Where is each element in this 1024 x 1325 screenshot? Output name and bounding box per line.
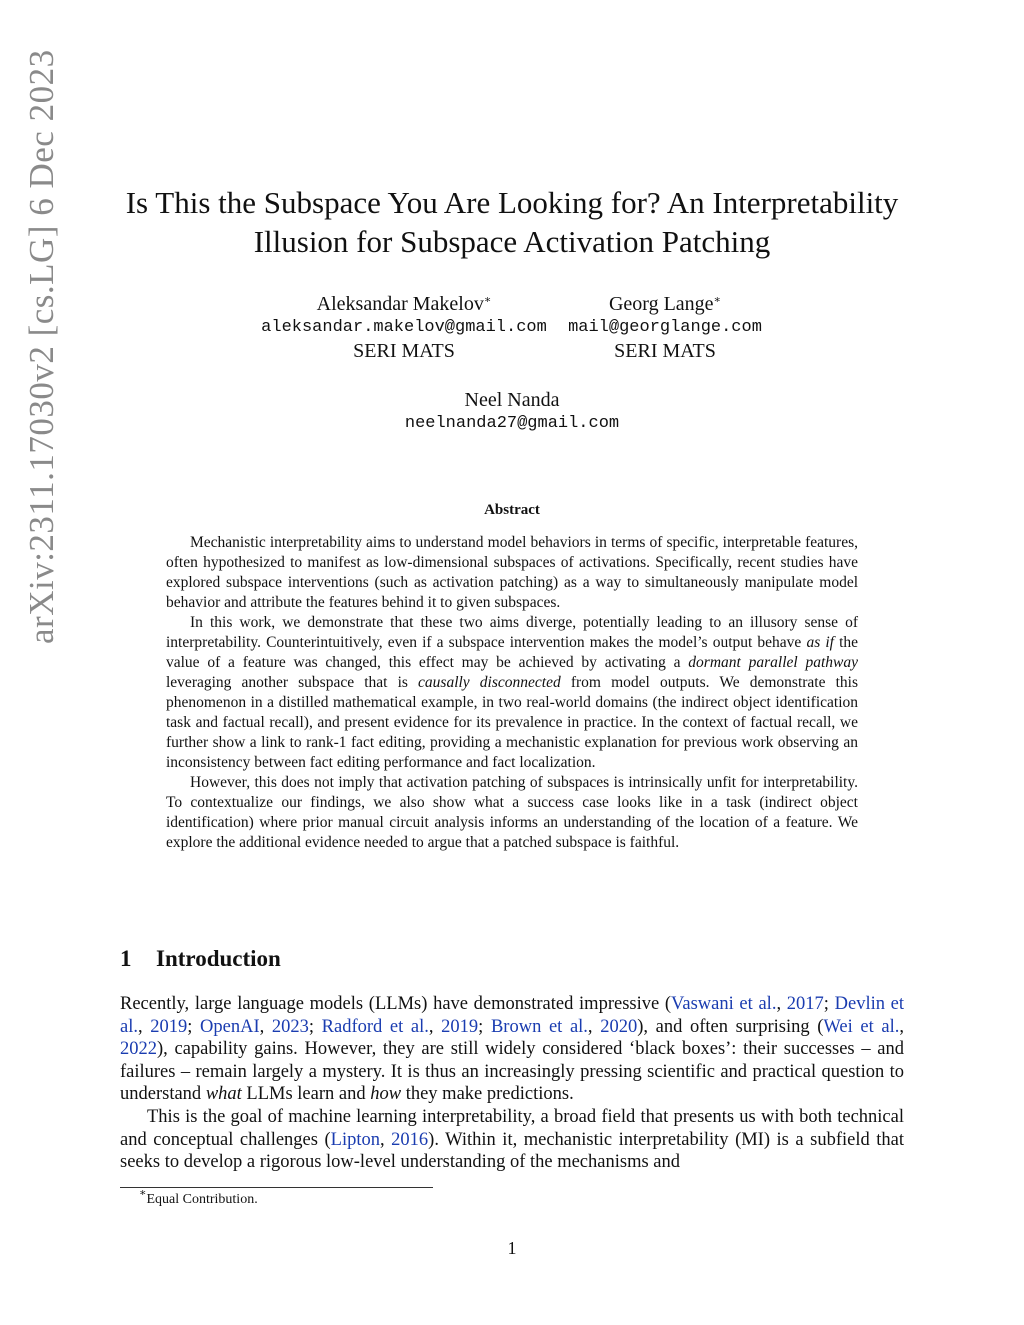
citation-lipton[interactable]: Lipton bbox=[330, 1129, 380, 1150]
author-2-email[interactable]: mail@georglange.com bbox=[568, 318, 762, 337]
title-line-2: Illusion for Subspace Activation Patching bbox=[253, 224, 771, 259]
author-2-affiliation: SERI MATS bbox=[614, 340, 716, 362]
section-heading-introduction bbox=[120, 946, 281, 972]
citation-brown-year[interactable]: 2020 bbox=[600, 1016, 638, 1037]
title-line-1: Is This the Subspace You Are Looking for? An Interpretability bbox=[125, 185, 899, 220]
footnote-rule bbox=[120, 1187, 433, 1188]
abstract-paragraph-1: Mechanistic interpretability aims to understand model behaviors in terms of specific, interpretable features, often hypothesized to manifest as low-dimensional subspaces of activations. Specifically, recent studies have explored subspace interventions (such as activation patching) as a way to simultaneously manipulate model behavior and attribute the features behind it to given subspaces. bbox=[166, 534, 858, 611]
author-1-email[interactable]: aleksandar.makelov@gmail.com bbox=[261, 318, 547, 337]
abstract-body bbox=[166, 533, 858, 853]
citation-wei[interactable]: Wei et al. bbox=[823, 1016, 900, 1037]
author-2-mark: ∗ bbox=[713, 294, 722, 306]
paper-title bbox=[100, 183, 924, 261]
emphasis-what: what bbox=[205, 1084, 242, 1105]
emphasis-dormant-pathway: dormant parallel pathway bbox=[688, 654, 859, 671]
abstract-heading: Abstract bbox=[484, 502, 540, 518]
author-1-mark: ∗ bbox=[483, 294, 492, 306]
footnote-mark: ∗ bbox=[139, 1187, 147, 1199]
citation-brown[interactable]: Brown et al. bbox=[490, 1016, 588, 1037]
abstract-paragraph-2: In this work, we demonstrate that these two aims diverge, potentially leading to an illusory sense of interpretability. Counterintuitively, even if a subspace intervention makes the model’s output behave as if the value of a feature was changed, this effect may be achieved by activating a dormant parallel pathway leveraging another subspace that is causally disconnected from model outputs. We demonstrate this phenomenon in a distilled mathematical example, in two real-world domains (the indirect object identification task and factual recall), and present evidence for its prevalence in practice. In the context of factual recall, we further show a link to rank-1 fact editing, providing a mechanistic explanation for previous work observing an inconsistency between fact editing performance and fact localization. bbox=[166, 614, 859, 771]
section-title: Introduction bbox=[156, 946, 281, 971]
author-2 bbox=[565, 292, 765, 363]
author-2-name: Georg Lange bbox=[608, 293, 714, 315]
author-1 bbox=[259, 292, 549, 363]
citation-radford-year[interactable]: 2019 bbox=[441, 1016, 479, 1037]
footnote bbox=[139, 1187, 258, 1209]
author-3-email[interactable]: neelnanda27@gmail.com bbox=[404, 414, 620, 433]
emphasis-as-if: as if bbox=[806, 634, 834, 651]
author-3 bbox=[362, 388, 662, 435]
citation-devlin-year[interactable]: 2019 bbox=[150, 1016, 188, 1037]
author-1-name: Aleksandar Makelov bbox=[316, 293, 484, 315]
section-number: 1 bbox=[120, 946, 132, 971]
citation-devlin[interactable]: Devlin et al. bbox=[120, 994, 905, 1037]
author-1-affiliation: SERI MATS bbox=[353, 340, 455, 362]
emphasis-causally-disconnected: causally disconnected bbox=[418, 674, 561, 691]
citation-lipton-year[interactable]: 2016 bbox=[391, 1129, 429, 1150]
citation-vaswani[interactable]: Vaswani et al. bbox=[671, 994, 777, 1014]
page-number: 1 bbox=[507, 1238, 517, 1258]
citation-wei-year[interactable]: 2022 bbox=[120, 1039, 157, 1060]
intro-paragraph-1: Recently, large language models (LLMs) have demonstrated impressive (Vaswani et al., 2017; Devlin et al., 2019; OpenAI, 2023; Radford et al., 2019; Brown et al., 2020), and often surprising (Wei et al., 2022), capability gains. However, they are still widely considered ‘black boxes’: their successes – and failures – remain largely a mystery. It is thus an increasingly pressing scientific and practical question to understand what LLMs learn and how they make predictions. bbox=[120, 994, 905, 1105]
citation-openai[interactable]: OpenAI bbox=[200, 1016, 260, 1037]
citation-openai-year[interactable]: 2023 bbox=[271, 1016, 309, 1037]
footnote-text: Equal Contribution. bbox=[146, 1192, 258, 1207]
emphasis-how: how bbox=[370, 1084, 402, 1105]
intro-paragraph-2: This is the goal of machine learning interpretability, a broad field that presents us with both technical and conceptual challenges (Lipton, 2016). Within it, mechanistic interpretability (MI) is a subfield that seeks to develop a rigorous low-level understanding of the mechanisms and bbox=[120, 1106, 905, 1173]
author-3-name: Neel Nanda bbox=[464, 389, 560, 411]
citation-radford[interactable]: Radford et al. bbox=[321, 1016, 429, 1037]
introduction-body bbox=[120, 993, 904, 1174]
abstract-paragraph-3: However, this does not imply that activation patching of subspaces is intrinsically unfit for interpretability. To contextualize our findings, we also show what a success case looks like in a task (indirect object identification) where prior manual circuit analysis informs an understanding of the location of a feature. We explore the additional evidence needed to argue that a patched subspace is faithful. bbox=[166, 774, 858, 851]
citation-vaswani-year[interactable]: 2017 bbox=[786, 994, 824, 1014]
